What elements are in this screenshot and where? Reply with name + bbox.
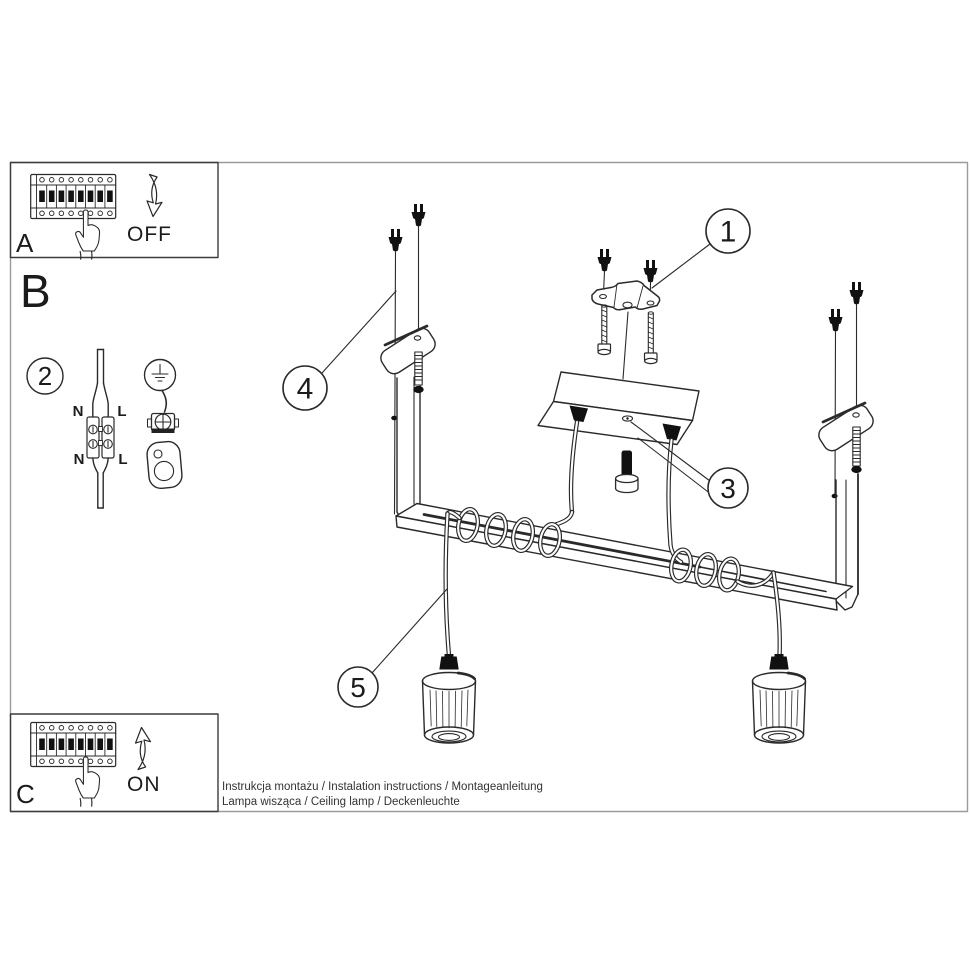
pendant-lamp-left xyxy=(423,654,476,743)
mounting-screw xyxy=(645,312,658,364)
wall-anchor-icon xyxy=(389,229,403,251)
wall-anchor-icon xyxy=(644,260,658,282)
arrow-down-icon xyxy=(147,175,162,217)
callout-4 xyxy=(283,291,396,410)
footer-line-1: Instrukcja montażu / Instalation instructions / Montageanleitung xyxy=(222,781,543,793)
frame-upright-left xyxy=(397,376,420,522)
lamp-cable-bottom xyxy=(93,458,108,508)
wire-l-bottom-label: L xyxy=(118,451,128,468)
locking-knob xyxy=(616,451,638,493)
suspension-bracket-left xyxy=(377,325,438,393)
callout-1 xyxy=(652,209,750,288)
callout-5 xyxy=(338,589,447,707)
on-label: ON xyxy=(127,773,161,796)
callout-3 xyxy=(631,422,748,508)
step-c-label: C xyxy=(16,779,35,809)
footer-line-2: Lampa wisząca / Ceiling lamp / Deckenleuchte xyxy=(222,796,460,808)
suspension-bracket-right xyxy=(815,402,876,473)
lamp-frame-rail xyxy=(396,504,853,611)
callout-2-number: 2 xyxy=(37,361,53,391)
callout-3-number: 3 xyxy=(720,473,736,504)
terminal-block xyxy=(87,417,114,458)
callout-1-number: 1 xyxy=(719,215,737,249)
step-c-panel xyxy=(11,714,219,812)
wire-n-bottom-label: N xyxy=(73,451,85,468)
callout-4-number: 4 xyxy=(296,372,314,406)
callout-5-number: 5 xyxy=(350,672,366,703)
step-b-section xyxy=(20,265,183,508)
circuit-breaker-icon xyxy=(31,723,116,767)
step-a-label: A xyxy=(16,228,34,258)
off-label: OFF xyxy=(127,223,172,246)
circuit-breaker-icon xyxy=(31,175,116,219)
assembly-diagram xyxy=(283,204,877,743)
ceiling-canopy xyxy=(538,372,699,445)
wall-anchor-icon xyxy=(598,249,612,271)
step-a-panel xyxy=(11,163,219,260)
power-cable-top xyxy=(93,350,108,418)
ground-wire xyxy=(162,391,166,413)
ground-symbol-icon xyxy=(145,360,176,391)
arrow-up-icon xyxy=(136,728,151,770)
wall-anchor-icon xyxy=(829,309,843,331)
pendant-lamp-right xyxy=(753,654,806,743)
wire-n-top-label: N xyxy=(72,403,84,420)
step-b-label: B xyxy=(20,265,51,317)
wall-anchor-icon xyxy=(412,204,426,226)
wire-l-top-label: L xyxy=(117,403,127,420)
mounting-screw xyxy=(598,305,611,355)
wall-anchor-icon xyxy=(850,282,864,304)
ground-clamp xyxy=(146,414,183,490)
